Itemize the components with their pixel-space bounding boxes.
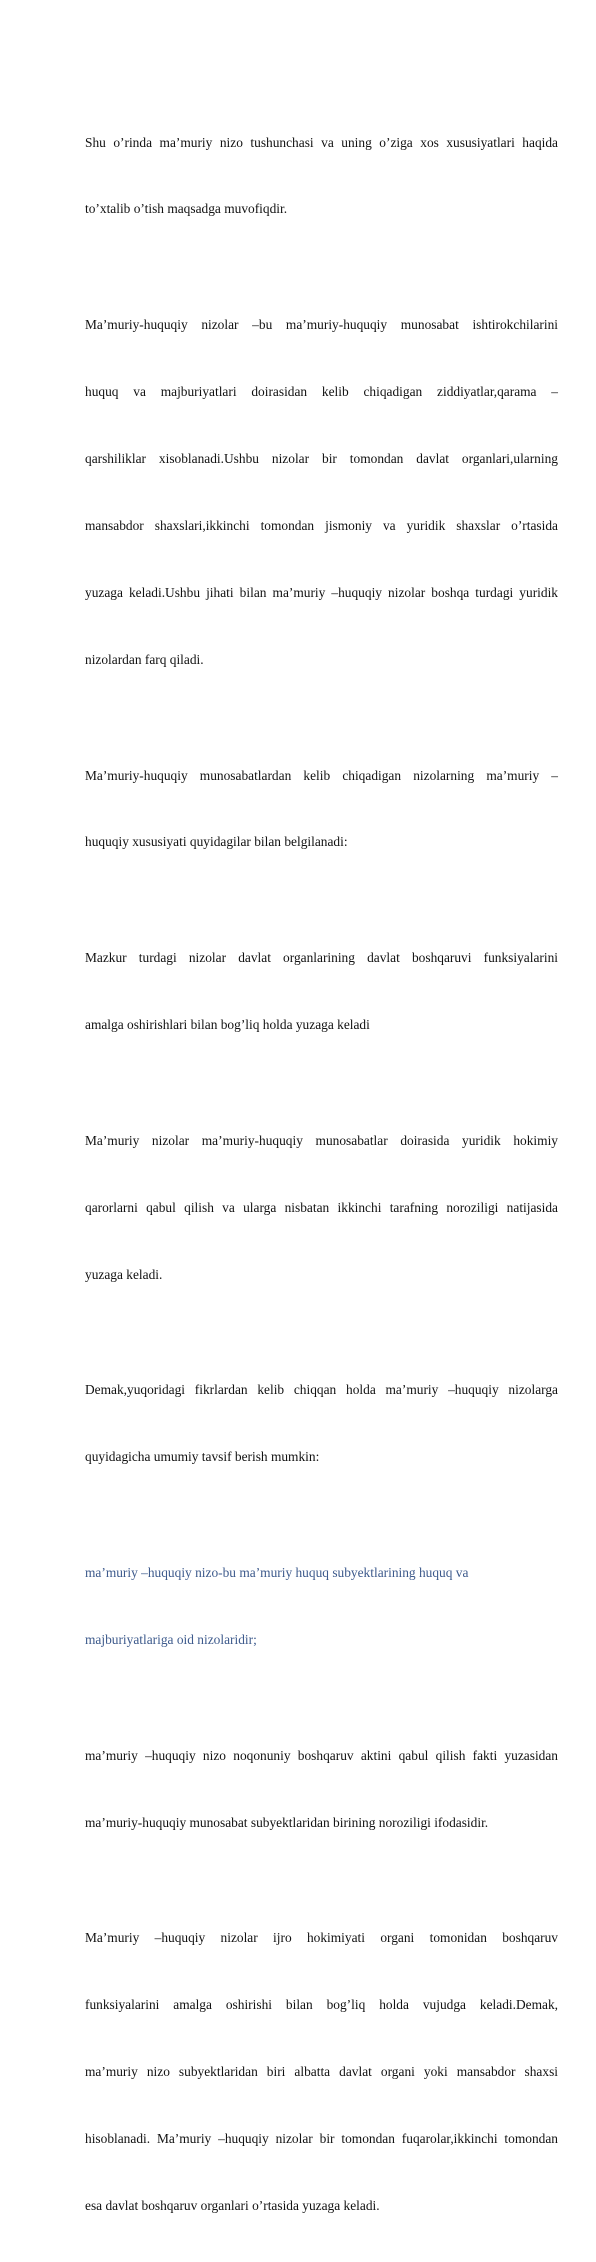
paragraph-characteristics xyxy=(85,720,558,898)
text-line: hisoblanadi. Ma’muriy –huquqiy nizolar bir tomondan fuqarolar,ikkinchi tomondan xyxy=(85,2131,558,2147)
text-line: ma’muriy-huquqiy munosabat subyektlaridan birining noroziligi ifodasidir. xyxy=(85,1814,489,1830)
text-line: qarorlarni qabul qilish va ularga nisbatan ikkinchi tarafning noroziligi natijasida xyxy=(85,1199,558,1215)
text-line: Shu o’rinda ma’muriy nizo tushunchasi va uning o’ziga xos xususiyatlari haqida xyxy=(85,134,558,150)
paragraph-conclusion xyxy=(85,1883,558,2262)
text-line: majburiyatlariga oid nizolaridir; xyxy=(85,1631,257,1647)
text-line: ma’muriy –huquqiy nizo-bu ma’muriy huquq subyektlarining huquq va xyxy=(85,1565,469,1581)
text-line: amalga oshirishlari bilan bog’liq holda yuzaga keladi xyxy=(85,1017,370,1033)
text-line: to’xtalib o’tish maqsadga muvofiqdir. xyxy=(85,201,288,217)
text-line: mansabdor shaxslari,ikkinchi tomondan jismoniy va yuridik shaxslar o’rtasida xyxy=(85,517,558,533)
text-line: quyidagicha umumiy tavsif berish mumkin: xyxy=(85,1449,320,1465)
text-line: Ma’muriy-huquqiy munosabatlardan kelib chiqadigan nizolarning ma’muriy – xyxy=(85,767,558,783)
paragraph-origin xyxy=(85,903,558,1081)
paragraph-highlight xyxy=(85,1517,558,1695)
text-line: nizolardan farq qiladi. xyxy=(85,651,204,667)
text-line: Ma’muriy –huquqiy nizolar ijro hokimiyati organi tomonidan boshqaruv xyxy=(85,1930,558,1946)
document-page xyxy=(85,87,558,2262)
text-line: funksiyalarini amalga oshirishi bilan bog’liq holda vujudga keladi.Demak, xyxy=(85,1997,558,2013)
text-line: huquqiy xususiyati quyidagilar bilan belgilanadi: xyxy=(85,834,348,850)
text-line: yuzaga keladi. xyxy=(85,1266,163,1282)
text-line: huquq va majburiyatlari doirasidan kelib chiqadigan ziddiyatlar,qarama – xyxy=(85,384,558,400)
text-line: ma’muriy –huquqiy nizo noqonuniy boshqaruv aktini qabul qilish fakti yuzasidan xyxy=(85,1747,558,1763)
paragraph-definition xyxy=(85,270,558,716)
text-line: Mazkur turdagi nizolar davlat organlarining davlat boshqaruvi funksiyalarini xyxy=(85,950,558,966)
text-line: esa davlat boshqaruv organlari o’rtasida yuzaga keladi. xyxy=(85,2197,380,2213)
text-line: yuzaga keladi.Ushbu jihati bilan ma’muriy –huquqiy nizolar boshqa turdagi yuridik xyxy=(85,584,558,600)
text-line: qarshiliklar xisoblanadi.Ushbu nizolar bir tomondan davlat organlari,ularning xyxy=(85,451,558,467)
text-line: Ma’muriy nizolar ma’muriy-huquqiy munosabatlar doirasida yuridik hokimiy xyxy=(85,1132,558,1148)
text-line: Demak,yuqoridagi fikrlardan kelib chiqqan holda ma’muriy –huquqiy nizolarga xyxy=(85,1382,558,1398)
paragraph-summary xyxy=(85,1335,558,1513)
paragraph-act xyxy=(85,1700,558,1878)
paragraph-intro xyxy=(85,87,558,265)
paragraph-decisions xyxy=(85,1085,558,1330)
text-line: Ma’muriy-huquqiy nizolar –bu ma’muriy-huquqiy munosabat ishtirokchilarini xyxy=(85,317,558,333)
text-line: ma’muriy nizo subyektlaridan biri albatta davlat organi yoki mansabdor shaxsi xyxy=(85,2064,558,2080)
